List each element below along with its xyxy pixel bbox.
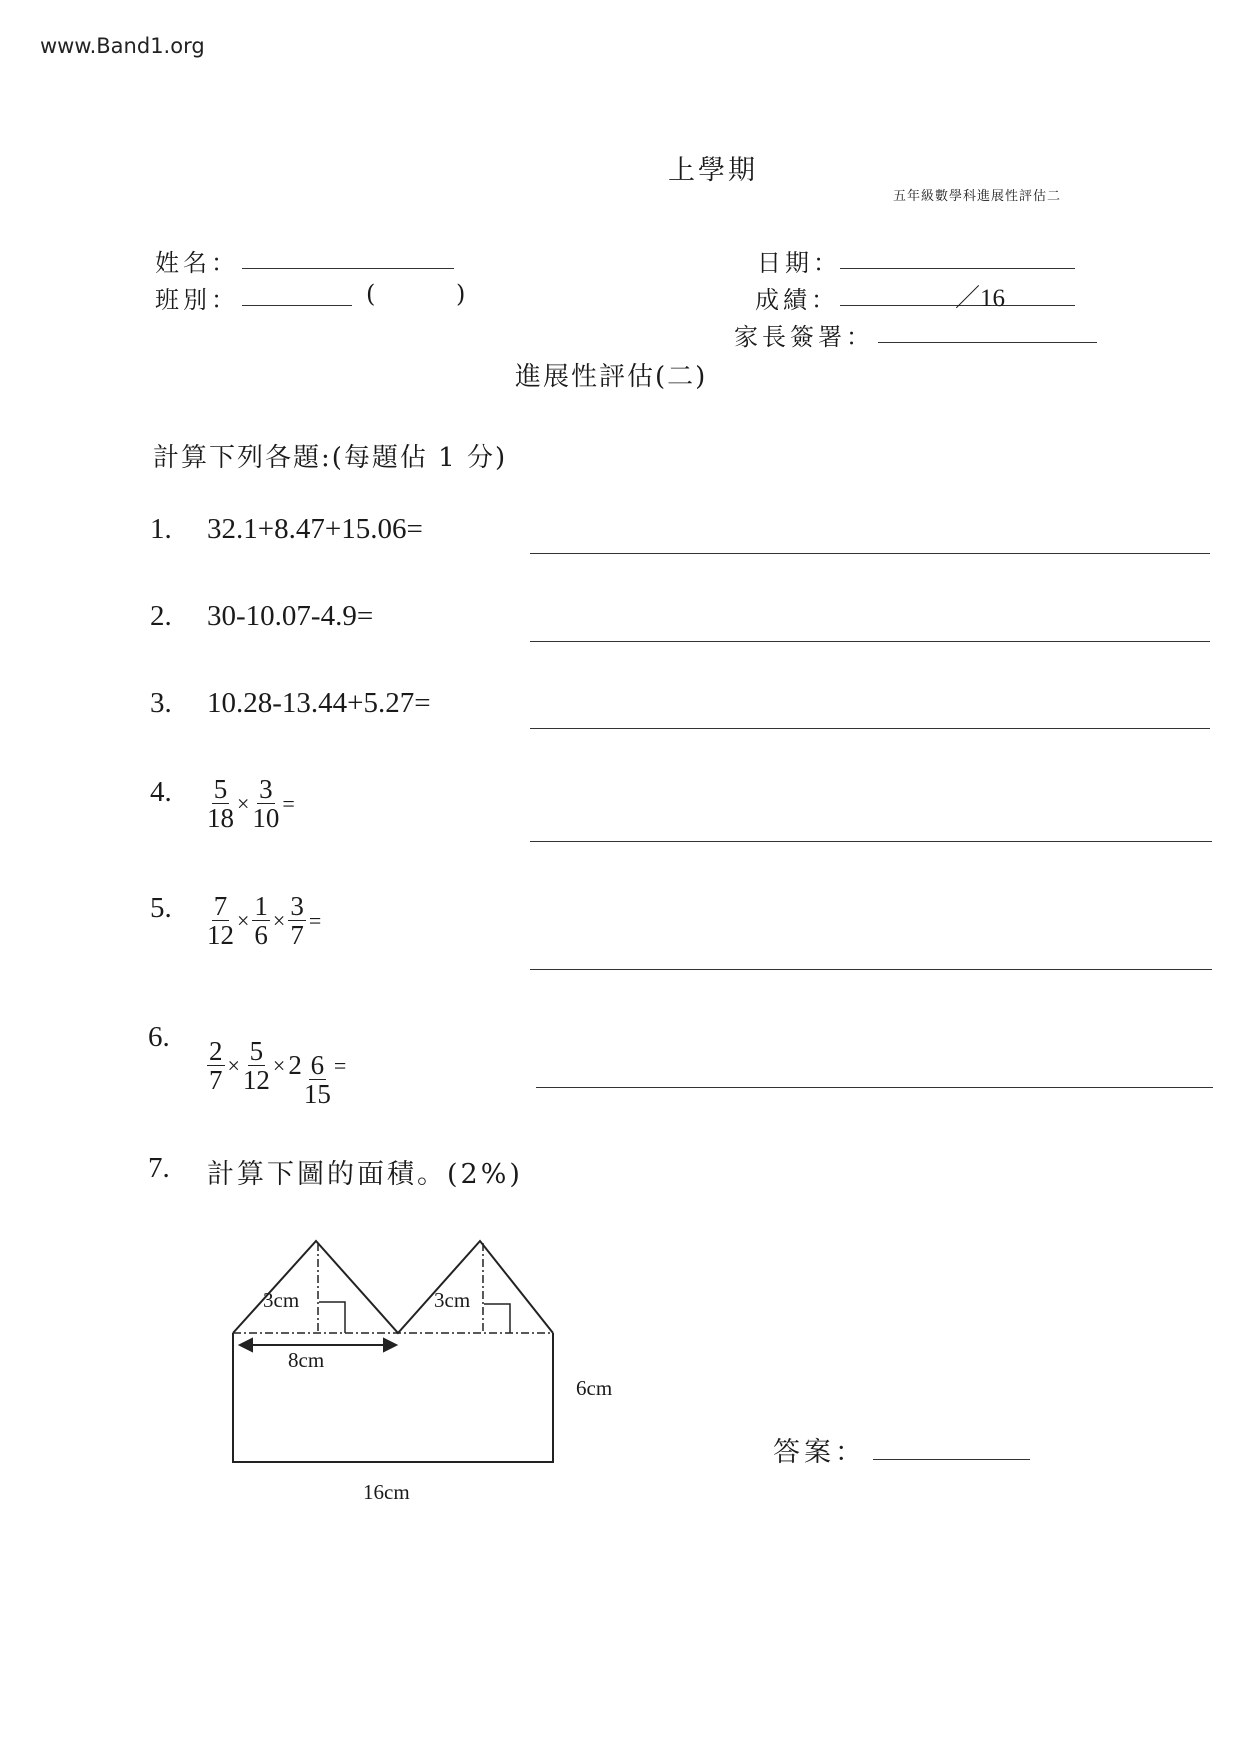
arrow-head-left: [240, 1339, 252, 1351]
question-number: 2.: [150, 600, 172, 632]
numerator: 1: [254, 891, 268, 921]
equals: =: [333, 1052, 347, 1078]
numerator: 2: [209, 1036, 223, 1066]
question-number: 1.: [150, 513, 172, 545]
instruction: 計算下列各題:(每題佔 1 分): [153, 443, 508, 473]
numerator: 3: [259, 774, 273, 804]
denominator: 15: [303, 1079, 331, 1110]
base-label: 8cm: [288, 1348, 325, 1372]
operator: ×: [272, 907, 286, 933]
operator: ×: [237, 790, 250, 816]
numerator: 7: [213, 891, 228, 921]
question-expression: 32.1+8.47+15.06=: [207, 513, 423, 545]
question-number: 3.: [150, 687, 172, 719]
rectangle-outline: [233, 1333, 553, 1462]
right-angle-mark: [319, 1302, 345, 1333]
denominator: 7: [290, 920, 304, 951]
operator: ×: [227, 1052, 240, 1078]
name-label: 姓名：: [155, 249, 239, 277]
question-expression: 10.28-13.44+5.27=: [207, 687, 431, 719]
question-number: 7.: [148, 1152, 170, 1184]
right-angle-mark: [484, 1304, 510, 1333]
question-expression: 30-10.07-4.9=: [207, 600, 374, 632]
parent-sign-label: 家長簽署：: [734, 323, 874, 351]
question-number: 6.: [148, 1021, 170, 1053]
question-number: 4.: [150, 776, 172, 808]
triangle-height-label: 3cm: [434, 1288, 471, 1312]
denominator: 18: [207, 803, 234, 834]
score-total: ／16: [955, 285, 1006, 312]
date-label: 日期：: [757, 249, 841, 277]
question-number: 5.: [150, 892, 172, 924]
whole-number: 2: [288, 1050, 302, 1081]
denominator: 6: [254, 920, 268, 951]
score-label: 成績：: [755, 286, 839, 314]
operator: ×: [272, 1052, 286, 1078]
denominator: 12: [242, 1065, 270, 1096]
arrow-head-right: [384, 1339, 396, 1351]
class-label: 班別：: [155, 286, 239, 314]
class-number-open: (: [366, 280, 376, 308]
equals: =: [308, 907, 322, 933]
denominator: 7: [209, 1065, 223, 1096]
term-heading: 上學期: [668, 155, 758, 186]
class-number-close: ): [456, 280, 466, 308]
height-label: 6cm: [576, 1376, 613, 1400]
numerator: 5: [213, 774, 228, 804]
answer-label: 答案：: [773, 1437, 866, 1468]
equals: =: [282, 790, 295, 816]
width-label: 16cm: [363, 1480, 410, 1504]
denominator: 12: [207, 920, 234, 951]
operator: ×: [237, 907, 250, 933]
assessment-title: 進展性評估(二): [515, 362, 708, 392]
triangles-outline: [233, 1241, 553, 1333]
question-text: 計算下圖的面積。(2%): [207, 1159, 523, 1190]
numerator: 6: [310, 1050, 325, 1080]
numerator: 5: [249, 1036, 264, 1066]
triangle-height-label: 3cm: [263, 1288, 300, 1312]
site-watermark: www.Band1.org: [40, 34, 205, 58]
numerator: 3: [290, 891, 304, 921]
answer-field[interactable]: [873, 1459, 1030, 1460]
subtitle: 五年級數學科進展性評估二: [893, 189, 1062, 204]
denominator: 10: [252, 803, 280, 834]
